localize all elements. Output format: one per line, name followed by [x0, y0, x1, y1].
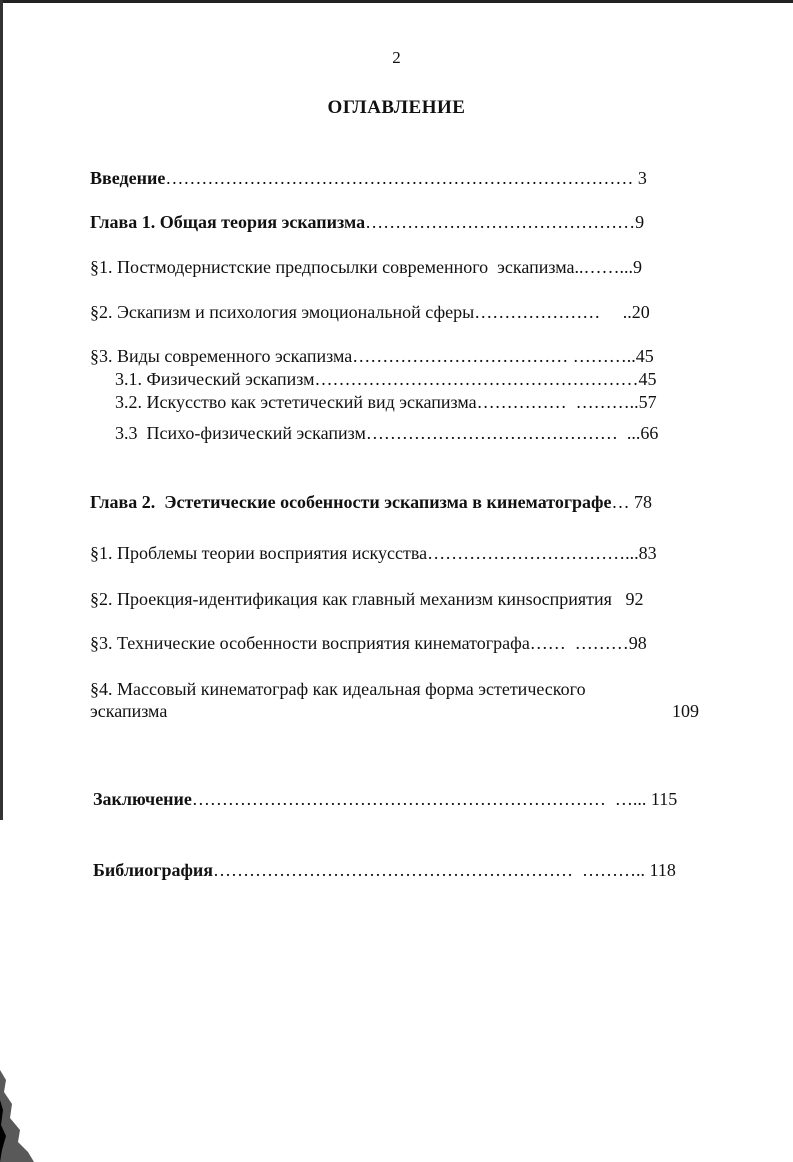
toc-entry-conclusion [93, 788, 677, 810]
toc-entry-bibliography-leader: …………………………………………………… ……….. 118 [213, 860, 676, 880]
page-number: 2 [392, 48, 401, 67]
toc-entry-chapter2-leader: … 78 [611, 492, 652, 512]
scan-top-edge [0, 0, 793, 3]
toc-entry-ch2-s2: §2. Проекция-идентификация как главный механизм кинsocприятия 92 [90, 589, 644, 609]
toc-entry-ch2-s1: §1. Проблемы теории восприятия искусства……………………………...83 [90, 543, 657, 563]
toc-entry-ch2-s3: §3. Технические особенности восприятия кинематографа…… ………98 [90, 633, 647, 653]
toc-entry-chapter1-title: Глава 1. Общая теория эскапизма [90, 212, 366, 232]
toc-entry-bibliography [93, 859, 676, 881]
toc-entry-intro-leader: …………………………………………………………………… 3 [165, 168, 647, 188]
toc-entry-chapter2 [90, 491, 652, 513]
toc-entry-ch2-s4: §4. Массовый кинематограф как идеальная форма эстетического [90, 679, 586, 699]
toc-entry-chapter1-leader: ………………………………………9 [365, 212, 645, 232]
toc-entry-ch1-s3: §3. Виды современного эскапизма……………………………… ………..45 [90, 346, 654, 366]
toc-entry-ch2-s4-page: 109 [672, 701, 699, 721]
toc-entry-conclusion-title: Заключение [93, 789, 192, 809]
toc-entry-bibliography-title: Библиография [93, 860, 214, 880]
page-title: ОГЛАВЛЕНИЕ [327, 97, 466, 118]
toc-entry-ch1-s3-1: 3.1. Физический эскапизм………………………………………………45 [115, 369, 657, 389]
toc-entry-ch1-s1: §1. Постмодернистские предпосылки современного эскапизма..……...9 [90, 257, 642, 277]
toc-entry-intro-title: Введение [90, 168, 166, 188]
scan-corner-noise [0, 1070, 40, 1162]
toc-entry-conclusion-leader: …………………………………………………………… …... 115 [191, 789, 678, 809]
toc-entry-ch1-s2: §2. Эскапизм и психология эмоциональной сферы………………… ..20 [90, 302, 650, 322]
toc-entry-intro [90, 167, 647, 189]
toc-entry-ch2-s4-cont: эскапизма [90, 701, 168, 721]
scan-left-edge [0, 0, 3, 820]
toc-entry-ch1-s3-3: 3.3 Психо-физический эскапизм…………………………………… ...66 [115, 423, 659, 443]
toc-entry-ch1-s3-2: 3.2. Искусство как эстетический вид эскапизма…………… ………..57 [115, 392, 657, 412]
toc-entry-chapter2-title: Глава 2. Эстетические особенности эскапизма в кинематографе [90, 492, 612, 512]
toc-entry-chapter1 [90, 211, 644, 233]
